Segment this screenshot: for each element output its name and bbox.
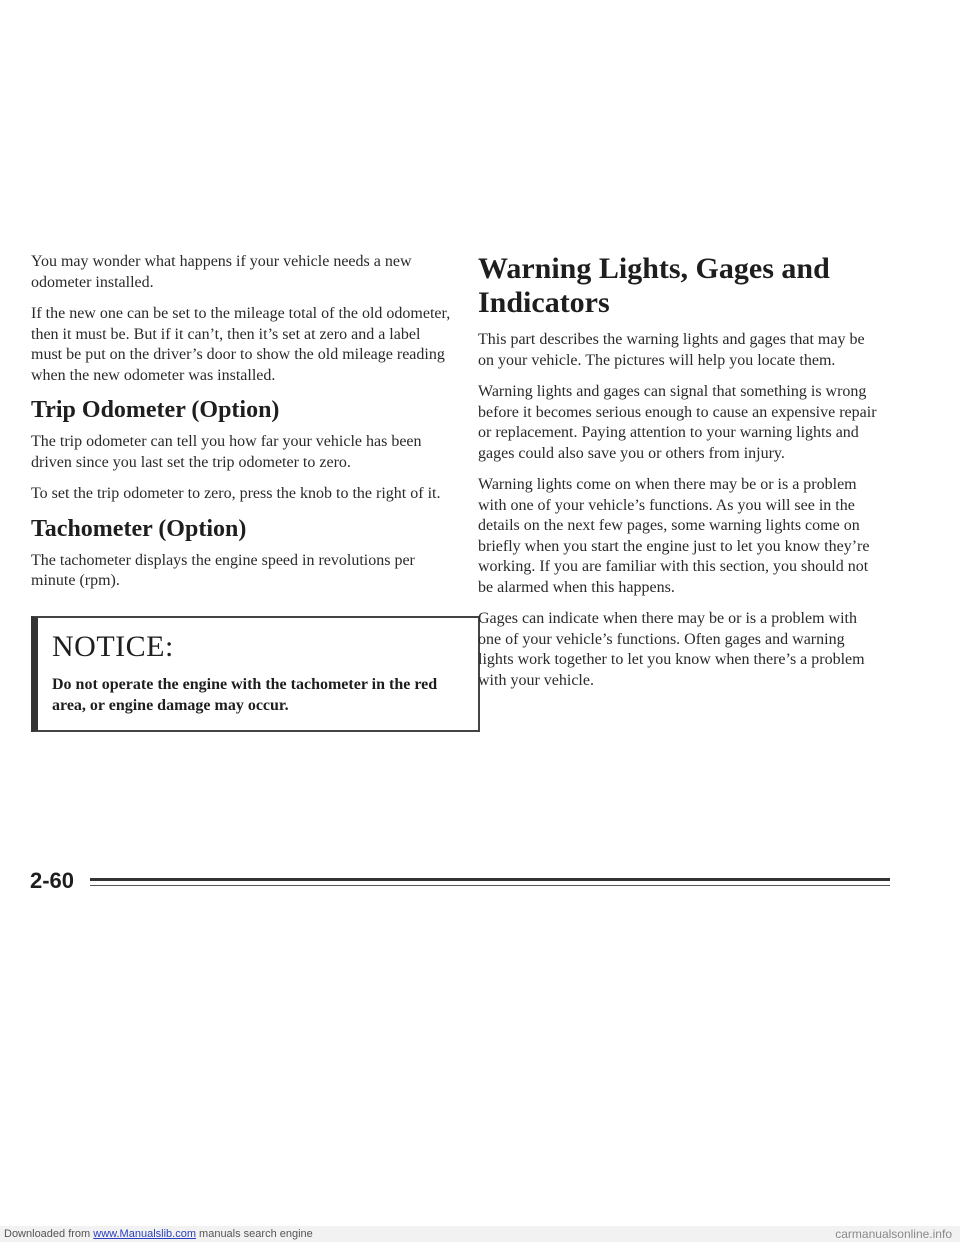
paragraph-warning-come-on: Warning lights come on when there may be or is a problem with one of your vehicle’s functions. As you will see in the details on the next few pages, some warning lights come on briefly when you start the engine just to let you know they’re working. If you are familiar with this section, you should not be alarmed when this happens. [478,476,870,596]
footer-rule-thin [90,885,890,886]
paragraph-warning-signal: Warning lights and gages can signal that something is wrong before it becomes serious enough to cause an expensive repair or replacement. Paying attention to your warning lights and gages could also save you or others from injury. [478,383,877,462]
footer-rule-thick [90,878,890,881]
paragraph-odometer-mileage: If the new one can be set to the mileage total of the old odometer, then it must be. But if it can’t, then it’s set at zero and a label must be put on the driver’s door to show the old mileage reading when the new odometer was installed. [31,305,451,384]
download-prefix: Downloaded from [4,1228,94,1240]
heading-warning-lights: Warning Lights, Gages and Indicators [478,252,830,319]
notice-title: NOTICE: [52,629,174,663]
download-suffix: manuals search engine [195,1228,313,1240]
right-column [478,252,878,702]
paragraph-gages-indicate: Gages can indicate when there may be or is a problem with one of your vehicle’s functions. Often gages and warning lights work together to let you know when there’s a problem with your vehicle. [478,610,865,689]
watermark-text: carmanualsonline.info [835,1227,952,1241]
download-banner [0,1226,960,1242]
paragraph-tachometer: The tachometer displays the engine speed in revolutions per minute (rpm). [31,551,415,589]
paragraph-warning-intro: This part describes the warning lights and gages that may be on your vehicle. The pictures will help you locate them. [478,331,865,369]
heading-tachometer: Tachometer (Option) [31,515,247,542]
paragraph-trip-reset: To set the trip odometer to zero, press the knob to the right of it. [31,485,441,502]
paragraph-new-odometer: You may wonder what happens if your vehicle needs a new odometer installed. [31,253,412,291]
notice-box [31,616,480,732]
download-source [4,1226,313,1242]
paragraph-trip-odometer: The trip odometer can tell you how far your vehicle has been driven since you last set the trip odometer to zero. [31,433,422,471]
page-number: 2-60 [30,868,75,893]
page-footer [30,868,890,898]
left-column [31,252,451,732]
manualslib-link[interactable]: www.Manualslib.com [93,1228,196,1240]
heading-trip-odometer: Trip Odometer (Option) [31,397,280,423]
notice-body: Do not operate the engine with the tachometer in the red area, or engine damage may occur. [52,675,438,714]
